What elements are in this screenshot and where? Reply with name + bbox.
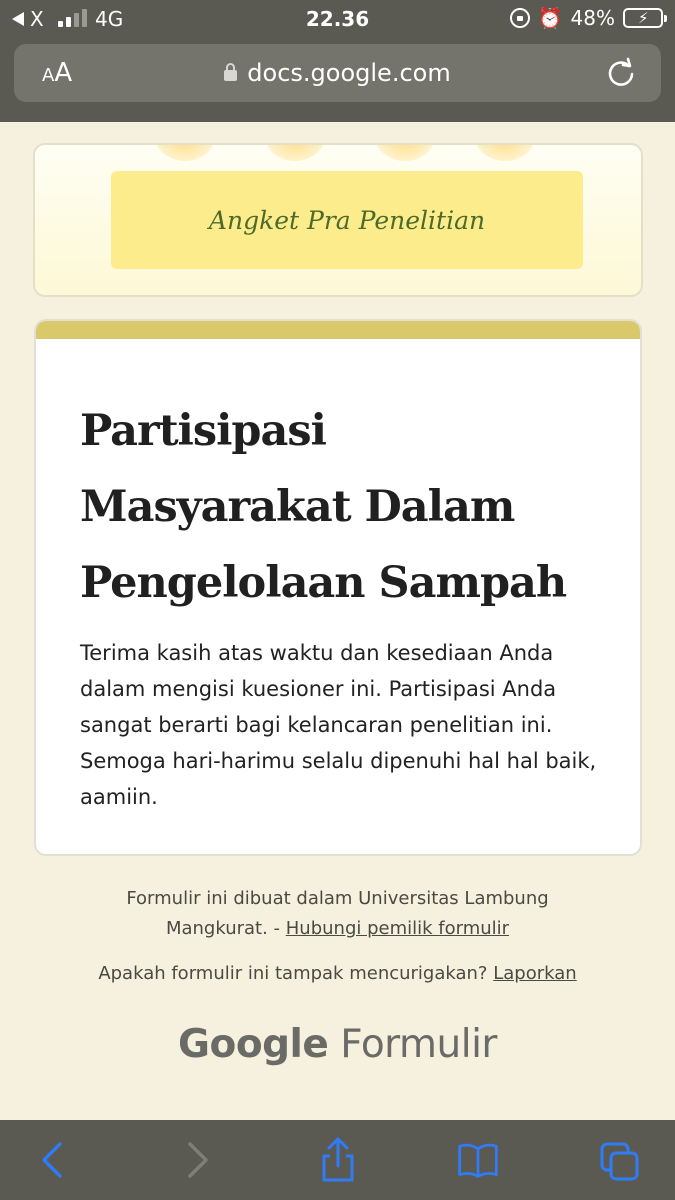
form-title-card: [34, 319, 642, 856]
suspicious-text: Apakah formulir ini tampak mencurigakan?: [98, 963, 494, 984]
lock-icon: [224, 70, 237, 81]
brand-google: Google: [178, 1022, 329, 1067]
alarm-icon: ⏰: [537, 6, 563, 30]
form-title: Partisipasi Masyarakat Dalam Pengelolaan Sampah: [80, 406, 567, 608]
form-header-image: [33, 143, 643, 297]
reload-icon[interactable]: [605, 57, 637, 89]
bookmarks-icon[interactable]: [456, 1136, 500, 1184]
url-text: docs.google.com: [247, 59, 451, 87]
battery-icon: ⚡: [623, 8, 663, 28]
orientation-lock-icon: [510, 8, 530, 28]
browser-toolbar: [0, 1120, 675, 1200]
back-app-label: X: [30, 7, 44, 31]
form-origin-notice: [0, 884, 675, 944]
text-size-button[interactable]: AA: [42, 58, 73, 88]
address-bar[interactable]: [14, 44, 661, 102]
google-forms-logo[interactable]: [0, 1022, 675, 1067]
tabs-icon[interactable]: [598, 1136, 642, 1184]
share-icon[interactable]: [316, 1136, 360, 1184]
url-display[interactable]: [14, 59, 661, 87]
back-icon[interactable]: [30, 1136, 74, 1184]
created-in-text: Formulir ini dibuat dalam Universitas Lambung Mangkurat. -: [126, 888, 549, 939]
accent-stripe: [36, 321, 640, 339]
forward-icon[interactable]: [176, 1136, 220, 1184]
header-banner: [111, 171, 583, 269]
brand-product: Formulir: [340, 1022, 497, 1067]
form-description: Terima kasih atas waktu dan kesediaan Anda dalam mengisi kuesioner ini. Partisipasi Anda sangat berarti bagi kelancaran penelitian ini. Semoga hari-harimu selalu dipenuhi hal hal baik, aamiin.: [80, 641, 597, 809]
battery-percent: 48%: [570, 6, 615, 30]
browser-chrome: [0, 0, 675, 122]
banner-title: Angket Pra Penelitian: [208, 205, 486, 235]
status-bar: [0, 0, 675, 38]
network-type: 4G: [95, 7, 124, 31]
clock: 22.36: [305, 7, 370, 31]
contact-owner-link[interactable]: Hubungi pemilik formulir: [285, 918, 510, 939]
report-notice: [0, 959, 675, 989]
report-link[interactable]: Laporkan: [493, 963, 577, 984]
